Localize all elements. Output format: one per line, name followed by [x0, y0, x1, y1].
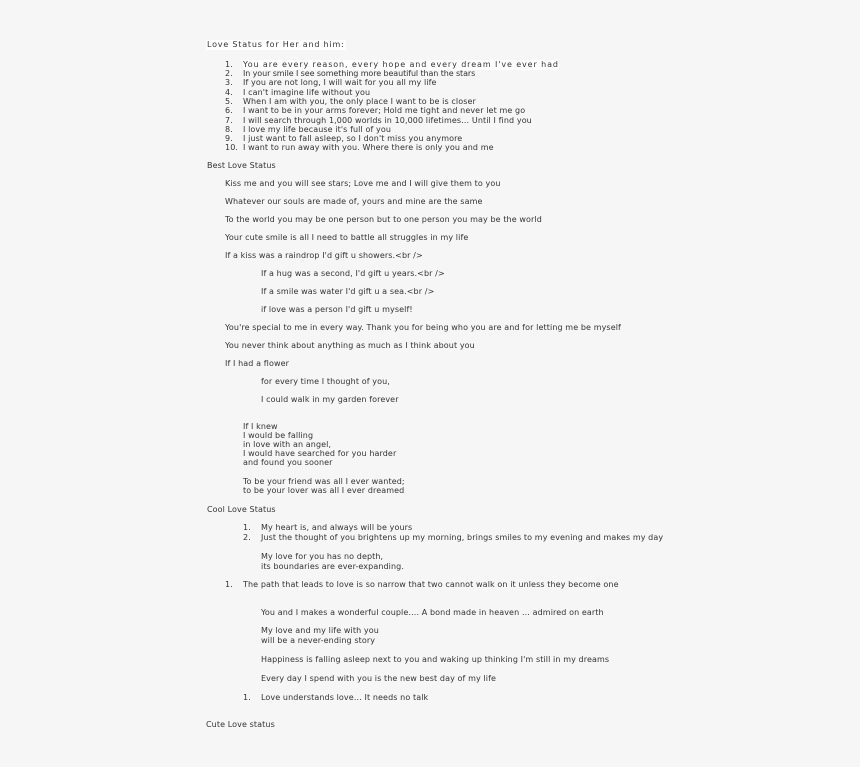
list-item: You are every reason, every hope and every dream I've ever had — [243, 60, 559, 69]
verse-line: its boundaries are ever-expanding. — [261, 562, 404, 571]
section-title-cool: Cool Love Status — [207, 505, 276, 514]
status-line: Whatever our souls are made of, yours and mine are the same — [225, 197, 483, 206]
list-item: Just the thought of you brightens up my morning, brings smiles to my evening and makes my day — [261, 533, 664, 542]
status-line: if love was a person I'd gift u myself! — [261, 305, 413, 314]
list-item-number: 8. — [225, 125, 233, 134]
section-title-best: Best Love Status — [207, 161, 276, 170]
list-item-number: 9. — [225, 134, 233, 143]
status-line: You're special to me in every way. Thank you for being who you are and for letting me be myself — [225, 323, 621, 332]
list-item: Love understands love… It needs no talk — [261, 693, 429, 702]
verse-line: My love for you has no depth, — [261, 552, 384, 561]
list-item: I want to run away with you. Where there is only you and me — [243, 143, 494, 152]
poem-line: in love with an angel, — [243, 440, 332, 449]
status-line: If I had a flower — [225, 359, 290, 368]
list-item: I can't imagine life without you — [243, 88, 371, 97]
status-line: You and I makes a wonderful couple…. A bond made in heaven … admired on earth — [261, 608, 604, 617]
list-item-number: 1. — [243, 523, 251, 532]
list-item: I will search through 1,000 worlds in 10,000 lifetimes… Until I find you — [243, 116, 532, 125]
list-item-number: 6. — [225, 106, 233, 115]
status-line: To the world you may be one person but to one person you may be the world — [225, 215, 542, 224]
list-item: I want to be in your arms forever; Hold me tight and never let me go — [243, 106, 526, 115]
status-line: You never think about anything as much as I think about you — [225, 341, 475, 350]
list-item-number: 5. — [225, 97, 233, 106]
list-item-number: 3. — [225, 78, 233, 87]
list-item-number: 7. — [225, 116, 233, 125]
poem-line: I would have searched for you harder — [243, 449, 397, 458]
list-item: When I am with you, the only place I want to be is closer — [243, 97, 476, 106]
list-item-number: 10. — [225, 143, 239, 152]
status-line: If a kiss was a raindrop I'd gift u showers.<br /> — [225, 251, 423, 260]
list-item: The path that leads to love is so narrow that two cannot walk on it unless they become one — [243, 580, 619, 589]
status-line: Your cute smile is all I need to battle all struggles in my life — [225, 233, 469, 242]
poem-line: If I knew — [243, 422, 278, 431]
list-item: I love my life because it's full of you — [243, 125, 392, 134]
list-item-number: 4. — [225, 88, 233, 97]
status-line: for every time I thought of you, — [261, 377, 390, 386]
section-title-her-him: Love Status for Her and him: — [207, 40, 345, 49]
status-line: If a hug was a second, I'd gift u years.<br /> — [261, 269, 445, 278]
list-item: In your smile I see something more beautiful than the stars — [243, 69, 476, 78]
verse-line: My love and my life with you — [261, 626, 379, 635]
list-item-number: 1. — [225, 580, 233, 589]
status-line: Happiness is falling asleep next to you and waking up thinking I'm still in my dreams — [261, 655, 610, 664]
status-line: I could walk in my garden forever — [261, 395, 399, 404]
section-title-cute: Cute Love status — [206, 720, 275, 729]
list-item-number: 1. — [225, 60, 233, 69]
list-item: My heart is, and always will be yours — [261, 523, 413, 532]
poem-line: to be your lover was all I ever dreamed — [243, 486, 405, 495]
poem-line: To be your friend was all I ever wanted; — [243, 477, 405, 486]
status-line: Every day I spend with you is the new best day of my life — [261, 674, 497, 683]
list-item: I just want to fall asleep, so I don't miss you anymore — [243, 134, 463, 143]
list-item-number: 2. — [225, 69, 233, 78]
list-item: If you are not long, I will wait for you all my life — [243, 78, 437, 87]
list-item-number: 1. — [243, 693, 251, 702]
list-item-number: 2. — [243, 533, 251, 542]
poem-line: and found you sooner — [243, 458, 333, 467]
status-line: If a smile was water I'd gift u a sea.<br /> — [261, 287, 435, 296]
verse-line: will be a never-ending story — [261, 636, 376, 645]
status-line: Kiss me and you will see stars; Love me and I will give them to you — [225, 179, 501, 188]
poem-line: I would be falling — [243, 431, 314, 440]
